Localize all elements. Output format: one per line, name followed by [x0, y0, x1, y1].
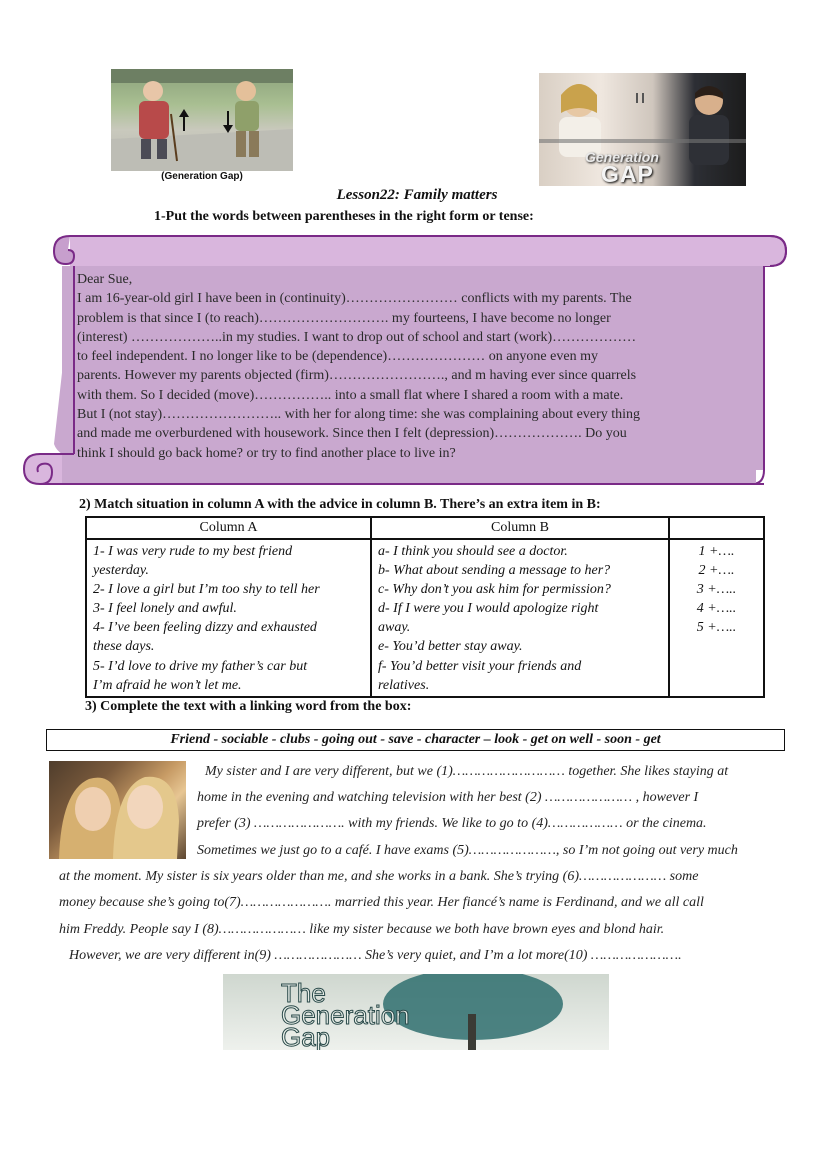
situation-line: 3- I feel lonely and awful.	[93, 601, 237, 617]
letter-line: and made me overburdened with housework. Since then I felt (depression)………………. Do you	[77, 426, 627, 442]
poster-title-line1: Generation	[585, 149, 659, 165]
situation-line: I’m afraid he won’t let me.	[93, 677, 242, 693]
instruction-1: 1-Put the words between parentheses in the right form or tense:	[154, 209, 534, 224]
poster-title-line2: GAP	[601, 161, 654, 186]
sisters-photo	[49, 761, 186, 859]
letter-line: parents. However my parents objected (firm)……………………., and m having ever since quarrels	[77, 368, 637, 384]
column-b-header: Column B	[371, 517, 669, 539]
generation-gap-cartoon-image	[111, 69, 293, 185]
matching-table	[85, 516, 765, 698]
generation-gap-poster-image	[539, 73, 746, 186]
situation-line: 5- I’d love to drive my father’s car but	[93, 658, 308, 674]
answer-slot[interactable]: 5 +…..	[696, 620, 737, 636]
advice-line: away.	[378, 620, 411, 636]
answer-slot[interactable]: 1 +….	[698, 544, 735, 559]
answer-slot[interactable]: 4 +…..	[696, 601, 737, 617]
advice-line: c- Why don’t you ask him for permission?	[378, 582, 611, 598]
instruction-3: 3) Complete the text with a linking word from the box:	[85, 699, 412, 714]
letter-line: think I should go back home? or try to find another place to live in?	[77, 445, 456, 461]
table-header-row	[86, 517, 764, 539]
banner-word-the: The	[281, 978, 326, 1008]
text-line: money because she’s going to(7)…………………. married this year. Her fiancé’s name is Ferdinand, and we all call	[59, 895, 704, 910]
text-line: at the moment. My sister is six years older than me, and she works in a bank. She’s trying (6)………………… some	[59, 869, 699, 884]
column-a-header: Column A	[86, 517, 371, 539]
situation-line: 1- I was very rude to my best friend	[93, 544, 293, 559]
situation-line: yesterday.	[93, 563, 149, 579]
cartoon-scene	[111, 69, 293, 171]
text-line: Sometimes we just go to a café. I have exams (5)…………………, so I’m not going out very much	[197, 843, 738, 858]
answer-slot[interactable]: 2 +….	[698, 563, 735, 579]
advice-line: b- What about sending a message to her?	[378, 563, 611, 579]
answer-slot[interactable]: 3 +…..	[696, 582, 737, 598]
letter-line: (interest) ………………..in my studies. I want to drop out of school and start (work)………………	[77, 329, 637, 345]
answers-header	[669, 517, 764, 539]
banner-word-gap: Gap	[281, 1022, 331, 1050]
letter-line: But I (not stay)…………………….. with her for along time: she was complaining about every thing	[77, 407, 641, 423]
letter-line: I am 16-year-old girl I have been in (continuity)…………………… conflicts with my parents. The	[77, 291, 632, 307]
text-line: My sister and I are very different, but we (1)……………………… together. She likes staying at	[205, 764, 729, 779]
instruction-2: 2) Match situation in column A with the advice in column B. There’s an extra item in B:	[79, 497, 601, 512]
generation-gap-banner-image	[223, 974, 609, 1050]
text-line: However, we are very different in(9) ………………… She’s very quiet, and I’m a lot more(10) ………………….	[69, 948, 682, 963]
letter-line: Dear Sue,	[77, 272, 133, 287]
lesson-title: Lesson22: Family matters	[336, 187, 498, 203]
letter-line: to feel independent. I no longer like to be (dependence)………………… on anyone even my	[77, 349, 598, 365]
cartoon-caption: (Generation Gap)	[161, 171, 243, 182]
word-box: Friend - sociable - clubs - going out - save - character – look - get on well - soon - get	[46, 729, 785, 751]
banner-word-generation: Generation	[281, 1000, 410, 1030]
situation-line: 2- I love a girl but I’m too shy to tell her	[93, 582, 320, 598]
letter-line: with them. So I decided (move)…………….. into a small flat where I shared a room with a mate.	[77, 387, 624, 403]
situation-line: these days.	[93, 639, 155, 655]
advice-line: d- If I were you I would apologize right	[378, 601, 599, 617]
advice-line: relatives.	[378, 677, 430, 693]
letter-text	[77, 270, 745, 463]
table-row	[86, 539, 764, 697]
text-line: prefer (3) …………………. with my friends. We like to go to (4)……………… or the cinema.	[197, 816, 707, 831]
letter-line: problem is that since I (to reach)………………………. my fourteens, I have become no longer	[77, 310, 611, 326]
advice-line: e- You’d better stay away.	[378, 639, 523, 655]
situation-line: 4- I’ve been feeling dizzy and exhausted	[93, 620, 317, 636]
column-b-cell	[371, 539, 669, 697]
text-line: him Freddy. People say I (8)………………… like my sister because we both have brown eyes and blond hair.	[59, 922, 665, 937]
column-a-cell	[86, 539, 371, 697]
advice-line: f- You’d better visit your friends and	[378, 658, 582, 674]
text-line: home in the evening and watching television with her best (2) ………………… , however I	[197, 790, 699, 805]
answers-cell	[669, 539, 764, 697]
advice-line: a- I think you should see a doctor.	[378, 544, 568, 559]
